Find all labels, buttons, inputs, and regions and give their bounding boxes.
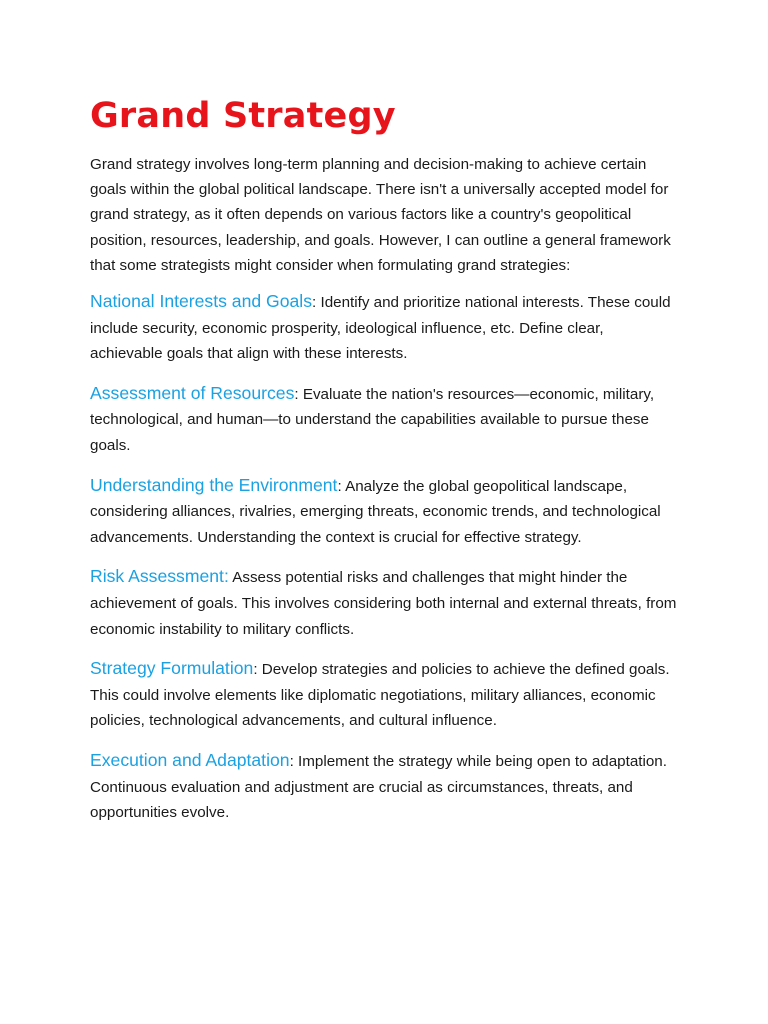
section-separator: : <box>253 661 262 679</box>
section-heading: Risk Assessment: <box>90 566 229 587</box>
section-heading: Understanding the Environment <box>90 474 338 495</box>
section-separator: : <box>289 752 299 770</box>
section-text: Evaluate the nation's resources—economic, military, technological, and human—to understand the capabilities available to pursue these goals. <box>90 385 655 454</box>
section-understanding-environment <box>90 473 680 551</box>
section-text: Develop strategies and policies to achieve the defined goals. This could involve elements like diplomatic negotiations, military alliances, economic policies, technological advancements, and cultural influence. <box>90 661 670 730</box>
section-text: Assess potential risks and challenges that might hinder the achievement of goals. This involves considering both internal and external threats, from economic instability to military conflicts. <box>90 569 677 638</box>
section-text: Analyze the global geopolitical landscape, considering alliances, rivalries, emerging threats, economic trends, and technological advancements. Understanding the context is crucial for effective strategy. <box>90 477 661 546</box>
section-separator: : <box>312 294 321 312</box>
section-strategy-formulation <box>90 656 680 734</box>
section-separator: : <box>337 477 346 495</box>
section-heading: Assessment of Resources <box>90 382 295 403</box>
section-risk-assessment <box>90 564 680 642</box>
section-execution-adaptation <box>90 748 680 826</box>
section-text: Identify and prioritize national interests. These could include security, economic prosperity, ideological influence, etc. Define clear, achievable goals that align with these interests. <box>90 294 671 363</box>
intro-paragraph: Grand strategy involves long-term planning and decision-making to achieve certain goals within the global political landscape. There isn't a universally accepted model for grand strategy, as it often depends on various factors like a country's geopolitical position, resources, leadership, and goals. However, I can outline a general framework that some strategists might consider when formulating grand strategies: <box>90 156 671 274</box>
section-heading: National Interests and Goals <box>90 291 313 312</box>
section-separator: : <box>294 385 303 403</box>
section-heading: Execution and Adaptation <box>90 749 290 770</box>
section-heading: Strategy Formulation <box>90 658 254 679</box>
document-title: Grand Strategy <box>90 96 396 136</box>
section-text: Implement the strategy while being open to adaptation. Continuous evaluation and adjustment are crucial as circumstances, threats, and opportunities evolve. <box>90 752 667 822</box>
section-assessment-of-resources <box>90 381 680 459</box>
section-national-interests <box>90 289 680 367</box>
document-page <box>90 92 680 840</box>
